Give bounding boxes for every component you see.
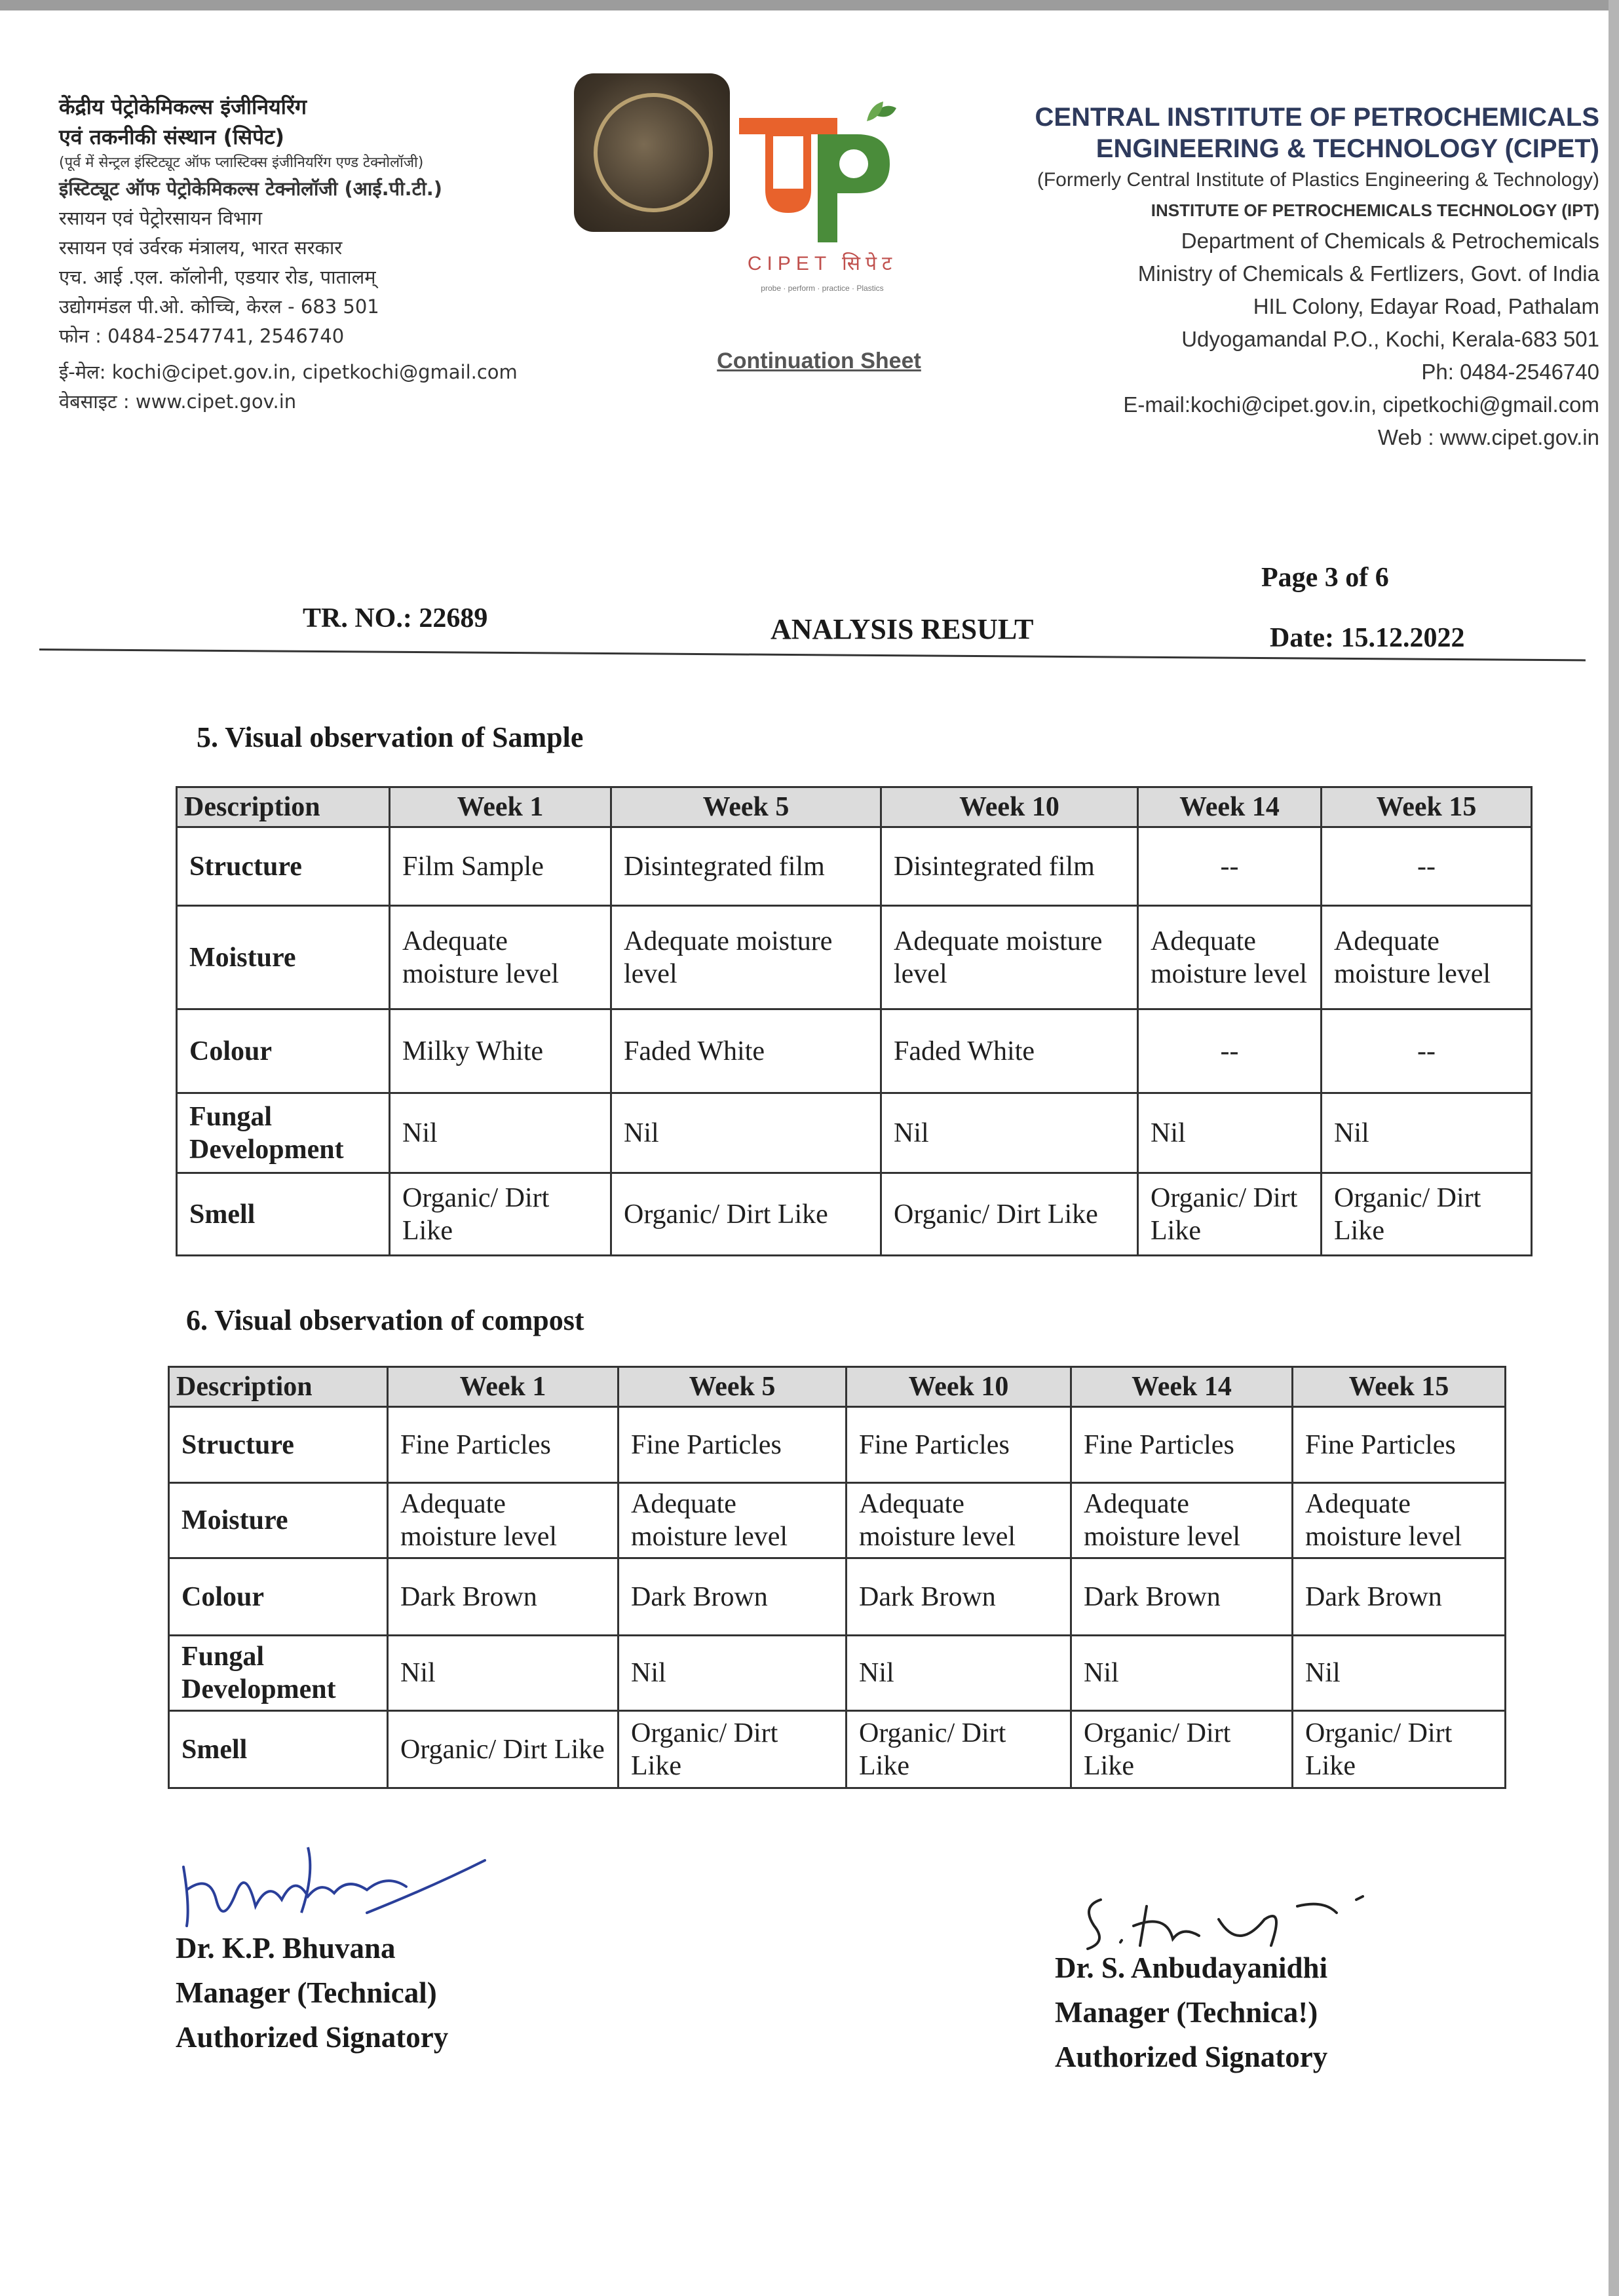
table-row bbox=[177, 906, 1532, 1009]
row-label: Smell bbox=[177, 1173, 390, 1256]
table-cell: Organic/ Dirt Like bbox=[611, 1173, 881, 1256]
web-line: Web : www.cipet.gov.in bbox=[1377, 425, 1599, 449]
cipet-logo-text: CIPET सिपेट bbox=[747, 253, 898, 274]
table-row bbox=[169, 1636, 1506, 1711]
column-header: Week 5 bbox=[619, 1367, 847, 1407]
hindi-line: रसायन एवं पेट्रोरसायन विभाग bbox=[59, 207, 263, 229]
compost-observation-table bbox=[168, 1366, 1506, 1789]
signatory-designation: Manager (Technica!) bbox=[1055, 1996, 1318, 2029]
ipt-line: INSTITUTE OF PETROCHEMICALS TECHNOLOGY (IPT) bbox=[1151, 200, 1599, 220]
column-header: Week 15 bbox=[1293, 1367, 1506, 1407]
table-cell: Nil bbox=[881, 1093, 1138, 1173]
table-cell: -- bbox=[1138, 1009, 1322, 1093]
table-cell: -- bbox=[1322, 1009, 1532, 1093]
report-date: Date: 15.12.2022 bbox=[1270, 623, 1465, 653]
scan-right-edge bbox=[1609, 0, 1619, 2296]
table-row bbox=[169, 1711, 1506, 1788]
section-title: 6. Visual observation of compost bbox=[186, 1304, 584, 1336]
column-header: Description bbox=[177, 787, 390, 827]
table-cell: Adequate moisture level bbox=[619, 1483, 847, 1558]
table-cell: Dark Brown bbox=[1071, 1558, 1293, 1636]
column-header: Week 14 bbox=[1071, 1367, 1293, 1407]
table-row bbox=[177, 1009, 1532, 1093]
institute-seal-logo bbox=[574, 73, 730, 232]
table-cell: Organic/ Dirt Like bbox=[847, 1711, 1071, 1788]
signatory-designation: Manager (Technical) bbox=[176, 1976, 437, 2009]
table-cell: Faded White bbox=[881, 1009, 1138, 1093]
table-cell: Film Sample bbox=[390, 827, 611, 906]
address-line: HIL Colony, Edayar Road, Pathalam bbox=[1253, 294, 1599, 318]
signatory-role: Authorized Signatory bbox=[176, 2021, 449, 2054]
table-cell: Faded White bbox=[611, 1009, 881, 1093]
row-label: Colour bbox=[177, 1009, 390, 1093]
hindi-line: उद्योगमंडल पी.ओ. कोच्चि, केरल - 683 501 bbox=[59, 295, 379, 318]
formerly-line: (Formerly Central Institute of Plastics Engineering & Technology) bbox=[1037, 169, 1599, 191]
table-cell: Milky White bbox=[390, 1009, 611, 1093]
hindi-line: एवं तकनीकी संस्थान (सिपेट) bbox=[59, 124, 285, 149]
table-cell: Dark Brown bbox=[388, 1558, 619, 1636]
table-cell: Fine Particles bbox=[1293, 1407, 1506, 1483]
phone-line: Ph: 0484-2546740 bbox=[1421, 360, 1599, 384]
institute-name-line-2: ENGINEERING & TECHNOLOGY (CIPET) bbox=[1095, 134, 1599, 163]
table-cell: Organic/ Dirt Like bbox=[619, 1711, 847, 1788]
scan-top-edge bbox=[0, 0, 1619, 10]
table-cell: Organic/ Dirt Like bbox=[1322, 1173, 1532, 1256]
address-line: Udyogamandal P.O., Kochi, Kerala-683 501 bbox=[1181, 327, 1599, 351]
table-cell: Organic/ Dirt Like bbox=[390, 1173, 611, 1256]
table-cell: Dark Brown bbox=[619, 1558, 847, 1636]
table-cell: Nil bbox=[619, 1636, 847, 1711]
table-row bbox=[177, 827, 1532, 906]
column-header: Week 1 bbox=[388, 1367, 619, 1407]
hindi-line: फोन : 0484-2547741, 2546740 bbox=[59, 325, 345, 347]
table-cell: Nil bbox=[390, 1093, 611, 1173]
row-label: Colour bbox=[169, 1558, 388, 1636]
table-header-row bbox=[177, 787, 1532, 827]
table-cell: Organic/ Dirt Like bbox=[881, 1173, 1138, 1256]
address-line: Ministry of Chemicals & Fertlizers, Govt. of India bbox=[1137, 261, 1599, 286]
address-line: Department of Chemicals & Petrochemicals bbox=[1181, 229, 1599, 253]
table-cell: Fine Particles bbox=[619, 1407, 847, 1483]
table-cell: Adequate moisture level bbox=[1138, 906, 1322, 1009]
column-header: Week 15 bbox=[1322, 787, 1532, 827]
row-label: Moisture bbox=[177, 906, 390, 1009]
column-header: Week 10 bbox=[847, 1367, 1071, 1407]
table-cell: Nil bbox=[847, 1636, 1071, 1711]
table-cell: Adequate moisture level bbox=[1071, 1483, 1293, 1558]
hindi-line: ई-मेल: kochi@cipet.gov.in, cipetkochi@gmail.com bbox=[59, 361, 518, 383]
table-header-row bbox=[169, 1367, 1506, 1407]
table-cell: Disintegrated film bbox=[881, 827, 1138, 906]
column-header: Week 1 bbox=[390, 787, 611, 827]
table-cell: Adequate moisture level bbox=[1322, 906, 1532, 1009]
continuation-sheet-label: Continuation Sheet bbox=[717, 348, 921, 373]
table-cell: Organic/ Dirt Like bbox=[388, 1711, 619, 1788]
table-row bbox=[169, 1483, 1506, 1558]
tr-number: TR. NO.: 22689 bbox=[303, 603, 488, 633]
row-label: Moisture bbox=[169, 1483, 388, 1558]
column-header: Description bbox=[169, 1367, 388, 1407]
hindi-line: रसायन एवं उर्वरक मंत्रालय, भारत सरकार bbox=[59, 236, 343, 259]
institute-name-line-1: CENTRAL INSTITUTE OF PETROCHEMICALS bbox=[1035, 103, 1599, 132]
table-cell: Adequate moisture level bbox=[1293, 1483, 1506, 1558]
table-cell: Adequate moisture level bbox=[611, 906, 881, 1009]
table-cell: Adequate moisture level bbox=[390, 906, 611, 1009]
report-title: ANALYSIS RESULT bbox=[771, 613, 1034, 645]
column-header: Week 5 bbox=[611, 787, 881, 827]
row-label: Structure bbox=[177, 827, 390, 906]
table-cell: Dark Brown bbox=[1293, 1558, 1506, 1636]
table-row bbox=[177, 1173, 1532, 1256]
table-cell: Nil bbox=[1293, 1636, 1506, 1711]
table-row bbox=[169, 1407, 1506, 1483]
table-cell: Nil bbox=[388, 1636, 619, 1711]
table-cell: Fine Particles bbox=[1071, 1407, 1293, 1483]
table-cell: Adequate moisture level bbox=[881, 906, 1138, 1009]
table-cell: Organic/ Dirt Like bbox=[1071, 1711, 1293, 1788]
table-row bbox=[169, 1558, 1506, 1636]
table-cell: Nil bbox=[1071, 1636, 1293, 1711]
table-cell: -- bbox=[1322, 827, 1532, 906]
sample-observation-table bbox=[176, 786, 1533, 1256]
hindi-line: (पूर्व में सेन्ट्रल इंस्टिट्यूट ऑफ प्लास्टिक्स इंजीनियरिंग एण्ड टेक्नोलॉजी) bbox=[59, 155, 424, 171]
table-cell: Nil bbox=[611, 1093, 881, 1173]
section-title: 5. Visual observation of Sample bbox=[197, 721, 584, 753]
row-label: Fungal Development bbox=[177, 1093, 390, 1173]
table-cell: Nil bbox=[1322, 1093, 1532, 1173]
hindi-line: वेबसाइट : www.cipet.gov.in bbox=[59, 390, 297, 413]
table-cell: Fine Particles bbox=[388, 1407, 619, 1483]
signatory-right bbox=[1055, 1946, 1327, 2079]
signatory-name: Dr. S. Anbudayanidhi bbox=[1055, 1951, 1328, 1984]
table-cell: Dark Brown bbox=[847, 1558, 1071, 1636]
english-address-block bbox=[879, 102, 1599, 454]
hindi-line: केंद्रीय पेट्रोकेमिकल्स इंजीनियरिंग bbox=[59, 94, 307, 119]
table-cell: Organic/ Dirt Like bbox=[1293, 1711, 1506, 1788]
table-cell: Organic/ Dirt Like bbox=[1138, 1173, 1322, 1256]
signatory-left bbox=[176, 1926, 448, 2060]
column-header: Week 14 bbox=[1138, 787, 1322, 827]
page-number: Page 3 of 6 bbox=[1261, 563, 1389, 593]
email-line: E-mail:kochi@cipet.gov.in, cipetkochi@gmail.com bbox=[1123, 392, 1599, 417]
row-label: Structure bbox=[169, 1407, 388, 1483]
row-label: Fungal Development bbox=[169, 1636, 388, 1711]
table-cell: -- bbox=[1138, 827, 1322, 906]
signatory-name: Dr. K.P. Bhuvana bbox=[176, 1932, 396, 1965]
table-cell: Adequate moisture level bbox=[847, 1483, 1071, 1558]
hindi-line: इंस्टिट्यूट ऑफ पेट्रोकेमिकल्स टेक्नोलॉजी (आई.पी.टी.) bbox=[59, 178, 442, 200]
table-row bbox=[177, 1093, 1532, 1173]
logo-tagline: probe · perform · practice · Plastics bbox=[761, 284, 884, 293]
hindi-address-block bbox=[59, 92, 583, 417]
table-cell: Fine Particles bbox=[847, 1407, 1071, 1483]
hindi-line: एच. आई .एल. कॉलोनी, एडयार रोड, पातालम् bbox=[59, 266, 376, 288]
row-label: Smell bbox=[169, 1711, 388, 1788]
signatory-role: Authorized Signatory bbox=[1055, 2041, 1328, 2073]
table-cell: Adequate moisture level bbox=[388, 1483, 619, 1558]
table-cell: Nil bbox=[1138, 1093, 1322, 1173]
cipet-logo-icon bbox=[733, 98, 903, 249]
table-cell: Disintegrated film bbox=[611, 827, 881, 906]
column-header: Week 10 bbox=[881, 787, 1138, 827]
